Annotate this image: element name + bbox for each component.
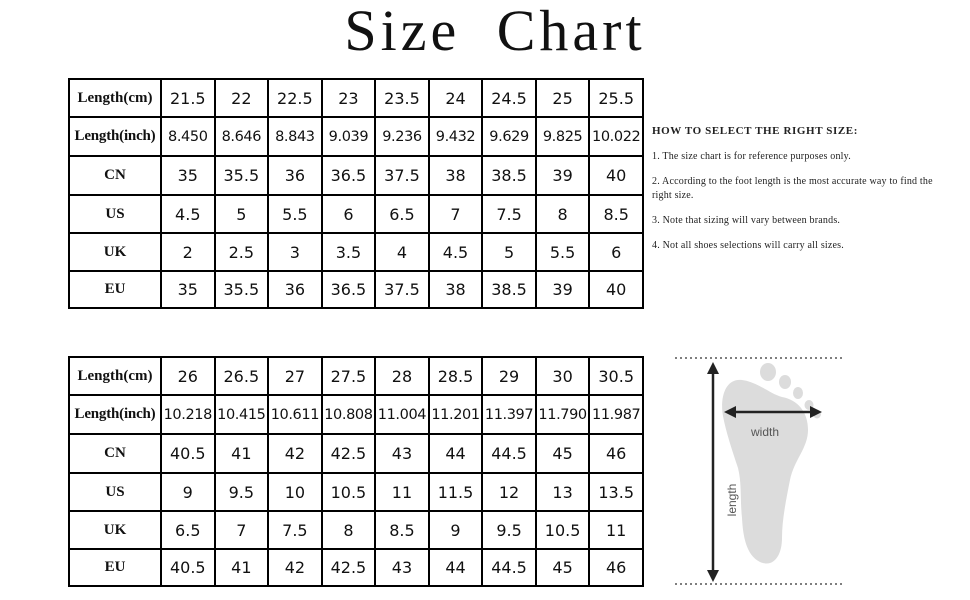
size-cell: 10.218 [161,395,215,434]
size-cell: 9 [161,473,215,511]
arrowhead-icon [707,362,719,374]
size-cell: 11.004 [375,395,429,434]
size-cell: 27.5 [322,357,376,395]
size-cell: 8 [322,511,376,549]
size-cell: 41 [215,549,269,586]
size-row [69,395,643,434]
size-cell: 5 [482,233,536,271]
size-cell: 10.5 [536,511,590,549]
size-cell: 8 [536,195,590,233]
page-title: Size Chart [344,0,646,63]
size-cell: 22.5 [268,79,322,117]
row-header: UK [69,511,161,549]
size-cell: 3.5 [322,233,376,271]
size-cell: 3 [268,233,322,271]
size-cell: 11.201 [429,395,483,434]
size-cell: 4 [375,233,429,271]
size-cell: 8.450 [161,117,215,156]
size-cell: 8.5 [375,511,429,549]
size-cell: 37.5 [375,156,429,195]
size-cell: 9.825 [536,117,590,156]
row-header: UK [69,233,161,271]
size-cell: 38 [429,156,483,195]
size-cell: 11.790 [536,395,590,434]
size-cell: 7 [215,511,269,549]
size-cell: 42.5 [322,549,376,586]
row-header: US [69,473,161,511]
size-cell: 10.808 [322,395,376,434]
note-item: 3. Note that sizing will vary between brands. [652,215,841,226]
row-header: Length(inch) [69,117,161,156]
size-cell: 10.415 [215,395,269,434]
size-row [69,434,643,473]
note-item: 2. According to the foot length is the most accurate way to find the right size. [652,176,933,201]
size-cell: 29 [482,357,536,395]
size-cell: 35.5 [215,156,269,195]
size-cell: 23.5 [375,79,429,117]
size-cell: 9.039 [322,117,376,156]
size-cell: 38.5 [482,156,536,195]
size-cell: 9.432 [429,117,483,156]
size-cell: 6 [589,233,643,271]
size-notes [652,125,952,264]
size-cell: 27 [268,357,322,395]
notes-heading: HOW TO SELECT THE RIGHT SIZE: [652,125,859,137]
size-cell: 43 [375,549,429,586]
toe-icon [779,375,791,389]
row-header: US [69,195,161,233]
size-row [69,117,643,156]
size-cell: 7.5 [482,195,536,233]
size-cell: 11 [375,473,429,511]
size-cell: 35 [161,271,215,308]
note-item: 4. Not all shoes selections will carry all sizes. [652,240,844,251]
size-cell: 37.5 [375,271,429,308]
size-cell: 9.5 [482,511,536,549]
foot-outline-icon [670,350,850,595]
size-cell: 39 [536,156,590,195]
size-cell: 5.5 [268,195,322,233]
size-cell: 41 [215,434,269,473]
size-table-bottom [68,356,644,587]
size-cell: 35 [161,156,215,195]
size-cell: 25 [536,79,590,117]
size-cell: 8.843 [268,117,322,156]
size-cell: 10.611 [268,395,322,434]
size-cell: 40 [589,271,643,308]
size-cell: 13 [536,473,590,511]
size-cell: 24.5 [482,79,536,117]
size-cell: 40 [589,156,643,195]
toe-icon [793,387,803,399]
size-cell: 6.5 [161,511,215,549]
row-header: CN [69,156,161,195]
size-cell: 45 [536,549,590,586]
size-cell: 44.5 [482,434,536,473]
foot-measure-diagram [670,350,850,595]
size-cell: 9.5 [215,473,269,511]
size-cell: 5 [215,195,269,233]
size-row [69,156,643,195]
size-cell: 7 [429,195,483,233]
row-header: EU [69,549,161,586]
size-cell: 13.5 [589,473,643,511]
size-cell: 28 [375,357,429,395]
row-header: Length(cm) [69,79,161,117]
size-cell: 38 [429,271,483,308]
size-cell: 44 [429,434,483,473]
size-cell: 30 [536,357,590,395]
size-cell: 36.5 [322,271,376,308]
length-label: length [725,483,739,517]
size-cell: 30.5 [589,357,643,395]
size-cell: 44 [429,549,483,586]
size-cell: 38.5 [482,271,536,308]
size-cell: 11.987 [589,395,643,434]
arrowhead-icon [707,570,719,582]
size-cell: 7.5 [268,511,322,549]
size-cell: 22 [215,79,269,117]
size-cell: 46 [589,549,643,586]
size-cell: 6.5 [375,195,429,233]
size-cell: 5.5 [536,233,590,271]
row-header: Length(cm) [69,357,161,395]
size-cell: 23 [322,79,376,117]
size-cell: 8.646 [215,117,269,156]
size-row [69,233,643,271]
size-cell: 36.5 [322,156,376,195]
size-cell: 45 [536,434,590,473]
size-cell: 26 [161,357,215,395]
size-table-top [68,78,644,309]
size-cell: 2.5 [215,233,269,271]
size-row [69,79,643,117]
size-cell: 36 [268,156,322,195]
size-cell: 42.5 [322,434,376,473]
size-cell: 4.5 [161,195,215,233]
size-cell: 42 [268,549,322,586]
size-row [69,271,643,308]
size-cell: 35.5 [215,271,269,308]
size-cell: 10 [268,473,322,511]
size-row [69,511,643,549]
size-cell: 43 [375,434,429,473]
size-cell: 42 [268,434,322,473]
size-cell: 40.5 [161,434,215,473]
size-cell: 9 [429,511,483,549]
row-header: Length(inch) [69,395,161,434]
row-header: EU [69,271,161,308]
size-cell: 11.5 [429,473,483,511]
toe-icon [760,363,776,381]
row-header: CN [69,434,161,473]
size-cell: 39 [536,271,590,308]
size-cell: 8.5 [589,195,643,233]
size-cell: 21.5 [161,79,215,117]
size-cell: 9.236 [375,117,429,156]
size-cell: 25.5 [589,79,643,117]
size-cell: 24 [429,79,483,117]
size-cell: 2 [161,233,215,271]
size-row [69,357,643,395]
size-cell: 44.5 [482,549,536,586]
size-cell: 26.5 [215,357,269,395]
size-cell: 6 [322,195,376,233]
size-row [69,549,643,586]
size-row [69,473,643,511]
size-cell: 40.5 [161,549,215,586]
note-item: 1. The size chart is for reference purposes only. [652,151,851,162]
size-cell: 4.5 [429,233,483,271]
size-cell: 28.5 [429,357,483,395]
size-cell: 12 [482,473,536,511]
size-row [69,195,643,233]
size-cell: 11 [589,511,643,549]
width-label: width [751,425,780,439]
size-cell: 10.022 [589,117,643,156]
size-cell: 10.5 [322,473,376,511]
size-cell: 11.397 [482,395,536,434]
size-cell: 9.629 [482,117,536,156]
size-cell: 36 [268,271,322,308]
size-cell: 46 [589,434,643,473]
